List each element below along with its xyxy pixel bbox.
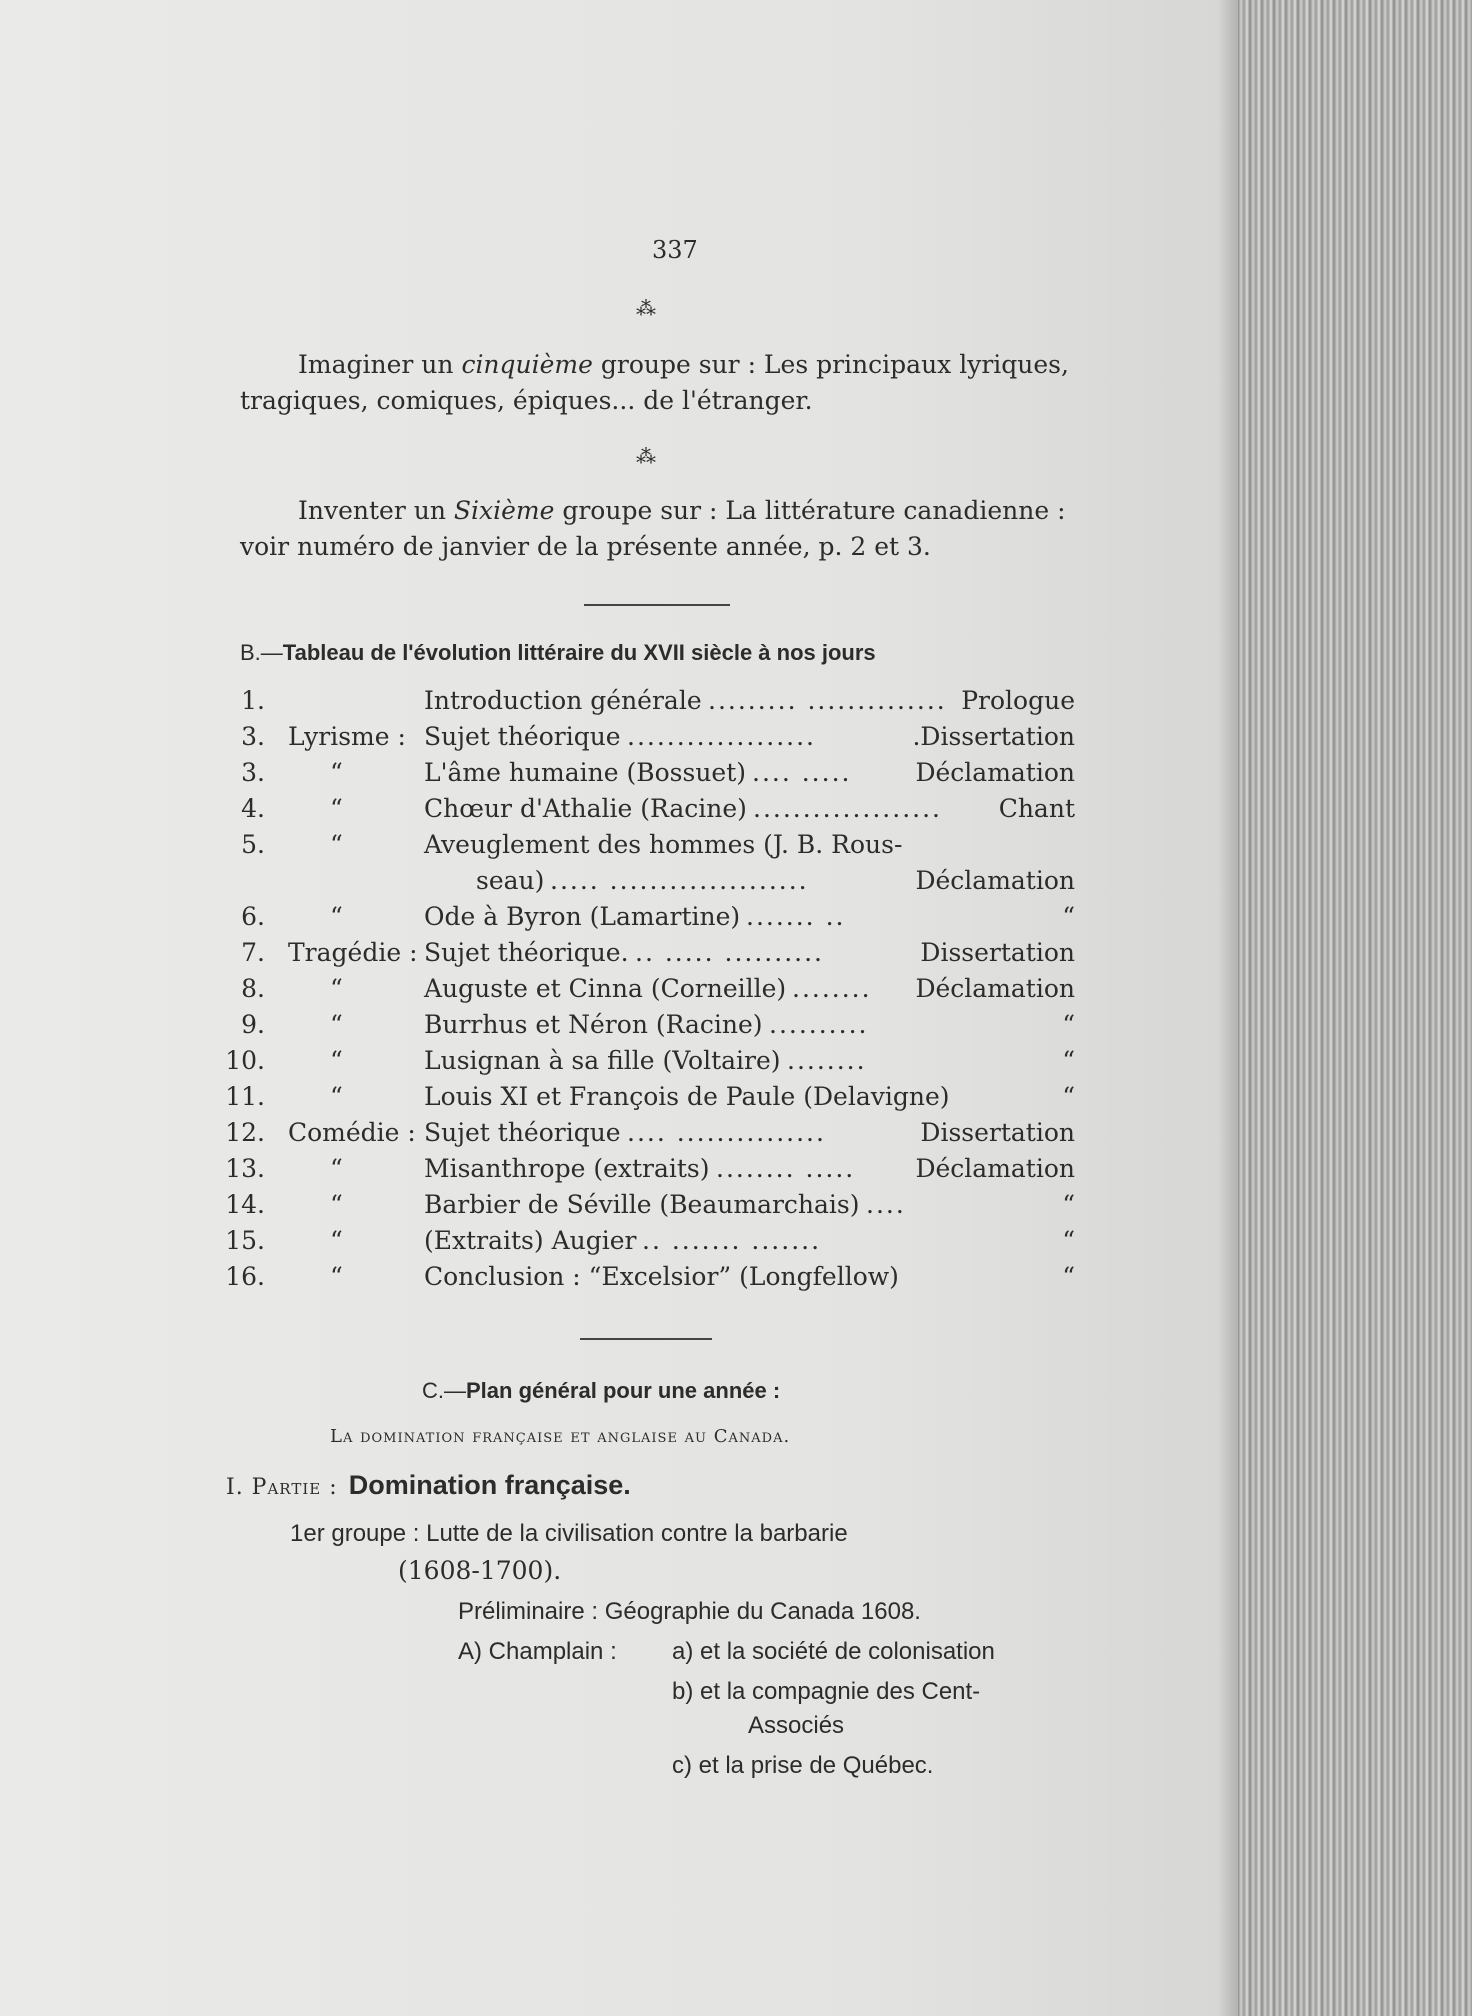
row-type: Déclamation (915, 974, 1075, 1003)
table-row (0, 1154, 1240, 1188)
group-1-dates: (1608-1700). (398, 1556, 562, 1585)
section-b-heading: B.—Tableau de l'évolution littéraire du XVII siècle à nos jours (240, 640, 876, 665)
row-number: 9. (241, 1010, 265, 1039)
row-number: 8. (241, 974, 265, 1003)
table-row (0, 722, 1240, 756)
row-type: Chant (998, 794, 1075, 823)
row-type: “ (1062, 902, 1075, 931)
table-row (0, 902, 1240, 936)
row-title: Barbier de Séville (Beaumarchais) (424, 1190, 860, 1219)
table-row (0, 1046, 1240, 1080)
asterism-2: ⁂ (636, 444, 662, 468)
table-row (0, 1226, 1240, 1260)
table-row (0, 1190, 1240, 1224)
row-type: Déclamation (915, 866, 1075, 895)
row-type: Déclamation (915, 758, 1075, 787)
row-leader-dots: ........ (792, 974, 872, 1003)
row-leader-dots: ..... .................... (550, 866, 809, 895)
row-number: 7. (241, 938, 265, 967)
row-title: L'âme humaine (Bossuet) (424, 758, 747, 787)
champlain-item-a: a) et la société de colonisation (672, 1638, 995, 1665)
row-title: seau) (476, 866, 545, 895)
section-c-heading: C.—Plan général pour une année : (422, 1378, 781, 1403)
table-row (0, 758, 1240, 792)
row-leader-dots: ........ ..... (716, 1154, 856, 1183)
row-number: 12. (225, 1118, 265, 1147)
row-category: “ (330, 1010, 343, 1039)
row-number: 13. (225, 1154, 265, 1183)
divider-2 (580, 1338, 712, 1340)
row-category: Tragédie : (288, 938, 418, 967)
table-row (0, 1010, 1240, 1044)
row-category: “ (330, 1046, 343, 1075)
row-title: Sujet théorique (424, 1118, 621, 1147)
row-title: Chœur d'Athalie (Racine) (424, 794, 747, 823)
paragraph-1-line-2: tragiques, comiques, épiques... de l'étranger. (240, 386, 813, 415)
row-leader-dots: .... (866, 1190, 906, 1219)
row-type: “ (1062, 1262, 1075, 1291)
row-category: “ (330, 902, 343, 931)
preliminary: Préliminaire : Géographie du Canada 1608. (458, 1598, 921, 1625)
row-leader-dots: .. ....... ....... (642, 1226, 822, 1255)
row-title: Introduction générale (424, 686, 702, 715)
part-heading: I. Partie : Domination française. (226, 1470, 631, 1500)
paragraph-2-line-1: Inventer un Sixième groupe sur : La littérature canadienne : (298, 496, 1066, 525)
row-leader-dots: .......... (769, 1010, 869, 1039)
section-c-subtitle: La domination française et anglaise au Canada. (330, 1426, 791, 1447)
row-category: “ (330, 1082, 343, 1111)
row-title: (Extraits) Augier (424, 1226, 637, 1255)
group-1-line-1: 1er groupe : Lutte de la civilisation contre la barbarie (290, 1520, 848, 1547)
row-type: “ (1062, 1082, 1075, 1111)
row-category: “ (330, 794, 343, 823)
row-type: “ (1062, 1046, 1075, 1075)
row-type: “ (1062, 1226, 1075, 1255)
row-leader-dots: .... ..... (752, 758, 852, 787)
row-title: Conclusion : “Excelsior” (Longfellow) (424, 1262, 899, 1291)
champlain-item-b-cont: Associés (748, 1712, 845, 1739)
champlain-item-c: c) et la prise de Québec. (672, 1752, 934, 1779)
divider-1 (584, 604, 730, 606)
champlain-label: A) Champlain : (458, 1638, 617, 1665)
paragraph-2-line-2: voir numéro de janvier de la présente année, p. 2 et 3. (240, 532, 931, 561)
row-category: “ (330, 1154, 343, 1183)
table-row (0, 938, 1240, 972)
row-category: “ (330, 1226, 343, 1255)
row-number: 6. (241, 902, 265, 931)
table-row (0, 974, 1240, 1008)
row-category: “ (330, 1262, 343, 1291)
row-number: 14. (225, 1190, 265, 1219)
table-row (0, 830, 1240, 864)
row-category: “ (330, 1190, 343, 1219)
table-row (0, 1262, 1240, 1296)
table-row (0, 866, 1240, 900)
row-number: 4. (241, 794, 265, 823)
table-row (0, 686, 1240, 720)
row-title: Sujet théorique. (424, 938, 629, 967)
asterism-1: ⁂ (636, 296, 662, 320)
row-leader-dots: ................... (753, 794, 942, 823)
table-row (0, 794, 1240, 828)
row-type: Prologue (961, 686, 1075, 715)
table-row (0, 1082, 1240, 1116)
row-leader-dots: ................... (627, 722, 816, 751)
row-title: Auguste et Cinna (Corneille) (424, 974, 787, 1003)
row-number: 3. (241, 758, 265, 787)
row-title: Sujet théorique (424, 722, 621, 751)
row-type: Dissertation (920, 938, 1075, 967)
book-page-edges (1238, 0, 1472, 2016)
row-title: Ode à Byron (Lamartine) (424, 902, 741, 931)
row-leader-dots: ........ (787, 1046, 867, 1075)
page-number: 337 (652, 236, 698, 264)
row-leader-dots: ......... .............. (708, 686, 947, 715)
row-type: “ (1062, 1010, 1075, 1039)
row-category: “ (330, 830, 343, 859)
row-category: “ (330, 974, 343, 1003)
row-title: Lusignan à sa fille (Voltaire) (424, 1046, 781, 1075)
row-type: “ (1062, 1190, 1075, 1219)
row-type: .Dissertation (912, 722, 1075, 751)
row-number: 1. (241, 686, 265, 715)
row-category: Comédie : (288, 1118, 416, 1147)
table-row (0, 1118, 1240, 1152)
row-number: 3. (241, 722, 265, 751)
row-leader-dots: .. ..... .......... (635, 938, 824, 967)
row-type: Déclamation (915, 1154, 1075, 1183)
champlain-item-b: b) et la compagnie des Cent- (672, 1678, 981, 1705)
paragraph-1-line-1: Imaginer un cinquième groupe sur : Les principaux lyriques, (298, 350, 1069, 379)
row-category: Lyrisme : (288, 722, 406, 751)
row-leader-dots: ....... .. (746, 902, 846, 931)
row-title: Aveuglement des hommes (J. B. Rous- (424, 830, 903, 859)
row-number: 10. (225, 1046, 265, 1075)
row-category: “ (330, 758, 343, 787)
row-number: 15. (225, 1226, 265, 1255)
row-leader-dots: .... ............... (627, 1118, 826, 1147)
row-title: Burrhus et Néron (Racine) (424, 1010, 763, 1039)
row-title: Misanthrope (extraits) (424, 1154, 710, 1183)
row-title: Louis XI et François de Paule (Delavigne) (424, 1082, 950, 1111)
row-type: Dissertation (920, 1118, 1075, 1147)
row-number: 5. (241, 830, 265, 859)
row-number: 11. (225, 1082, 265, 1111)
row-number: 16. (225, 1262, 265, 1291)
